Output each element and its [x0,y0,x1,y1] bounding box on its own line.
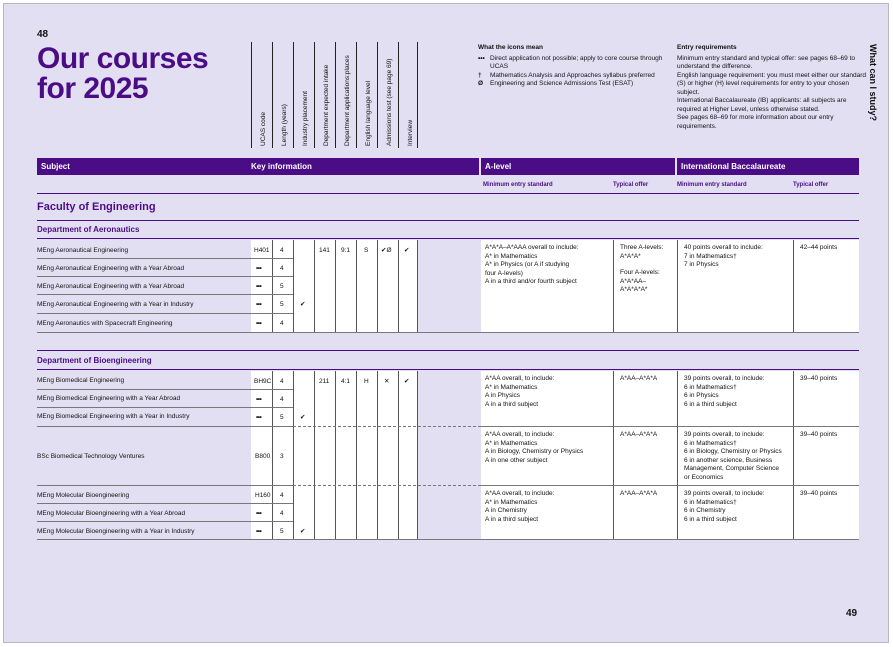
ucas-code: B800 [255,453,271,460]
entry-para: See pages 68–69 for more information about our entry requirements. [677,114,834,130]
interview-check-icon: ✔ [404,247,410,254]
alevel-min-standard: A*AA overall, to include: A* in Mathematics A in Physics A in a third subject [485,375,555,408]
col-ucas-code: UCAS code [251,42,271,148]
subheader-al-typ: Typical offer [613,182,649,188]
col-admissions-test: Admissions test (see page 69) [377,42,397,148]
bio-key-info-table [251,371,417,539]
ib-min-standard: 39 points overall, to include: 6 in Mathematics† 6 in Chemistry 6 in a third subject [684,490,765,523]
alevel-typical-offer: A*AA–A*A*A [620,375,658,382]
ucas-code: BH9C [254,378,272,385]
course-name: MEng Molecular Bioengineering with a Year in Industry [37,528,195,535]
course-name: MEng Biomedical Engineering with a Year Abroad [37,395,181,402]
ucas-code: H401 [254,247,270,254]
subheader-ib-min: Minimum entry standard [677,182,747,188]
course-length: 5 [280,528,284,535]
col-length: Length (years) [272,42,292,148]
subheader-al-min: Minimum entry standard [483,182,553,188]
title-line-2: for 2025 [37,72,149,105]
subheader-ib-typ: Typical offer [793,182,829,188]
expected-intake: 211 [319,378,330,385]
faculty-heading: Faculty of Engineering [37,201,156,213]
ucas-code: ••• [256,396,262,403]
industry-placement-check-icon: ✔ [300,414,306,421]
entry-heading: Entry requirements [677,44,737,51]
course-name: MEng Aeronautics with Spacecraft Engineering [37,320,173,327]
page-number-left: 48 [37,29,49,40]
expected-intake: 141 [319,247,330,254]
ib-min-standard: 39 points overall, to include: 6 in Mathematics† 6 in Biology, Chemistry or Physics 6 in another science, Business Management, Computer Science or Economics [684,431,782,481]
ucas-code: ••• [256,528,262,535]
course-length: 4 [280,247,284,254]
alevel-typical-offer: Three A-levels: A*A*A* Four A-levels: A*A*AA– A*A*A*A* [620,244,664,293]
ucas-code: ••• [256,265,262,272]
legend-item: † Mathematics Analysis and Approaches syllabus preferred [478,71,655,79]
course-length: 4 [280,265,284,272]
ucas-code: ••• [256,320,262,327]
entry-para: English language requirement: you must meet either our standard (S) or higher (H) level requirements for entry to your chosen subject. [677,71,866,96]
alevel-min-standard: A*A*A–A*AAA overall to include: A* in Mathematics A* in Physics (or A if studying four A-levels) A in a third and/or fourth subject [485,244,579,285]
header-bar-alevel: A-level [481,158,675,175]
admissions-test-cross-icon: ✕ [384,378,390,385]
alevel-min-standard: A*AA overall, to include: A* in Mathematics A in Biology, Chemistry or Physics A in one other subject [485,431,584,464]
course-length: 3 [280,453,284,460]
ib-typical-offer: 39–40 points [800,375,838,382]
course-name: MEng Aeronautical Engineering with a Year in Industry [37,301,194,308]
admissions-test-icon: ✔Ø [381,247,392,254]
interview-check-icon: ✔ [404,378,410,385]
industry-placement-check-icon: ✔ [300,528,306,535]
dept-heading-bioengineering: Department of Bioengineering [37,356,152,365]
course-length: 4 [280,492,284,499]
ib-typical-offer: 39–40 points [800,490,838,497]
course-name: MEng Molecular Bioengineering [37,492,130,499]
header-key-info: Key information [251,162,312,171]
industry-placement-check-icon: ✔ [300,301,306,308]
page-title [37,44,208,104]
course-name: MEng Aeronautical Engineering [37,247,129,254]
course-length: 5 [280,283,284,290]
legend-item: ••• Direct application not possible; apply to core course through UCAS [478,54,663,70]
course-name: MEng Biomedical Engineering [37,377,125,384]
entry-requirements [677,44,867,131]
course-name: BSc Biomedical Technology Ventures [37,453,145,460]
ib-typical-offer: 42–44 points [800,244,838,251]
col-english-level: English language level [356,42,376,148]
icons-legend [478,44,678,89]
course-length: 4 [280,510,284,517]
applications-ratio: 4:1 [341,378,351,385]
entry-para: Minimum entry standard and typical offer: see pages 68–69 to understand the difference. [677,54,856,70]
title-line-1: Our courses [37,42,209,75]
course-length: 4 [280,396,284,403]
applications-ratio: 9:1 [341,247,351,254]
course-length: 4 [280,320,284,327]
divider [37,193,859,194]
course-length: 4 [280,378,284,385]
header-bar-subject [37,158,479,175]
col-interview: Interview [398,42,418,148]
col-industry-placement: Industry placement [293,42,313,148]
ucas-code: H160 [255,492,271,499]
course-length: 5 [280,414,284,421]
ib-typical-offer: 39–40 points [800,431,838,438]
course-name: MEng Molecular Bioengineering with a Year Abroad [37,510,186,517]
english-level: S [364,247,369,254]
side-tab-label: What can I study? [868,44,878,122]
ucas-code: ••• [256,283,262,290]
brochure-page [3,3,889,643]
alevel-min-standard: A*AA overall, to include: A* in Mathematics A in Chemistry A in a third subject [485,490,555,523]
english-level: H [364,378,369,385]
alevel-typical-offer: A*AA–A*A*A [620,431,658,438]
course-name: MEng Aeronautical Engineering with a Year Abroad [37,265,185,272]
ucas-code: ••• [256,510,262,517]
course-name: MEng Biomedical Engineering with a Year in Industry [37,413,190,420]
col-applications-places: Department applications:places [335,42,355,148]
dept-heading-aeronautics: Department of Aeronautics [37,225,140,234]
entry-para: International Baccalaureate (IB) applicants: all subjects are required at Higher Level, unless otherwise stated. [677,97,847,113]
page-number-right: 49 [846,608,858,619]
divider [37,350,859,351]
ib-min-standard: 39 points overall, to include: 6 in Mathematics† 6 in Physics 6 in a third subject [684,375,765,408]
header-bar-ib: International Baccalaureate [677,158,859,175]
ucas-code: ••• [256,414,262,421]
divider [37,238,859,239]
ucas-code: ••• [256,301,262,308]
col-expected-intake: Department expected intake [314,42,334,148]
divider [37,220,859,221]
legend-item: Ø Engineering and Science Admissions Test (ESAT) [478,80,634,87]
aero-key-info-table [251,240,417,332]
legend-heading: What the icons mean [478,44,544,51]
alevel-typical-offer: A*AA–A*A*A [620,490,658,497]
course-name: MEng Aeronautical Engineering with a Year Abroad [37,283,185,290]
divider [37,369,859,370]
header-subject: Subject [41,162,70,171]
ib-min-standard: 40 points overall to include: 7 in Mathematics† 7 in Physics [684,244,763,268]
course-length: 5 [280,301,284,308]
